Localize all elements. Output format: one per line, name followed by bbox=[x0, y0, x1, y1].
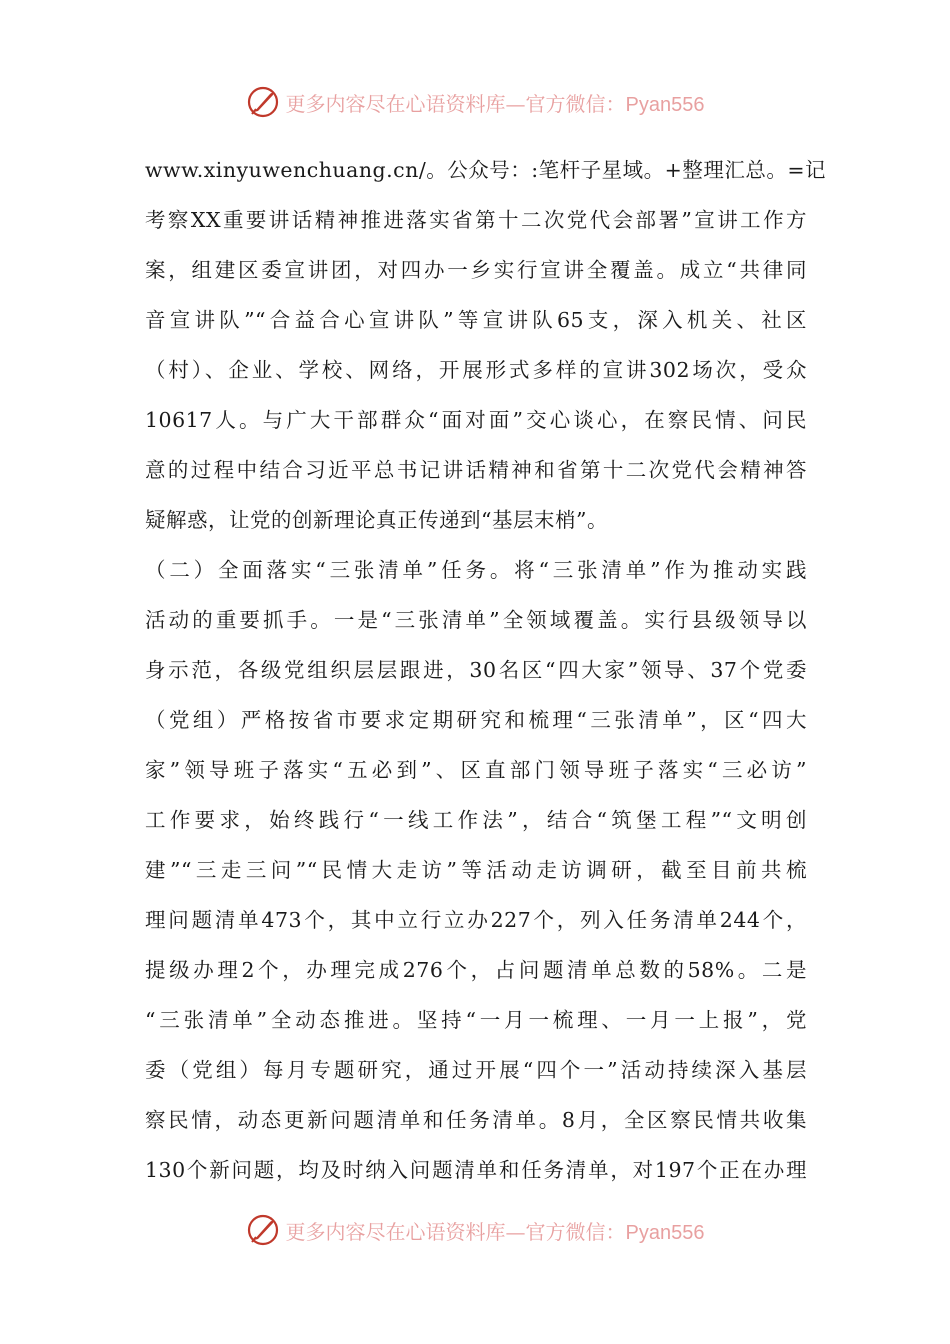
text-line: 案，组建区委宣讲团，对四办一乡实行宣讲全覆盖。成立“共律同 bbox=[145, 258, 807, 282]
text-line: 身示范，各级党组织层层跟进，30名区“四大家”领导、37个党委 bbox=[145, 658, 807, 682]
text-line: 活动的重要抓手。一是“三张清单”全领域覆盖。实行县级领导以 bbox=[145, 608, 807, 632]
text-line: 理问题清单473个，其中立行立办227个，列入任务清单244个， bbox=[145, 908, 807, 932]
banner-text bbox=[286, 1216, 705, 1245]
quill-logo-icon bbox=[246, 1213, 280, 1247]
text-line: 130个新问题，均及时纳入问题清单和任务清单，对197个正在办理 bbox=[145, 1158, 807, 1182]
text-line: （二）全面落实“三张清单”任务。将“三张清单”作为推动实践 bbox=[145, 558, 807, 582]
text-line: （村）、企业、学校、网络，开展形式多样的宣讲302场次，受众 bbox=[145, 358, 807, 382]
text-line: （党组）严格按省市要求定期研究和梳理“三张清单”，区“四大 bbox=[145, 708, 807, 732]
banner-wechat-id: Pyan556 bbox=[625, 93, 705, 116]
banner-text bbox=[286, 88, 705, 117]
text-line: 工作要求，始终践行“一线工作法”，结合“筑堡工程”“文明创 bbox=[145, 808, 807, 832]
text-line: 意的过程中结合习近平总书记讲话精神和省第十二次党代会精神答 bbox=[145, 458, 807, 482]
header-banner bbox=[0, 82, 950, 122]
text-line: 疑解惑，让党的创新理论真正传递到“基层末梢”。 bbox=[145, 508, 608, 532]
quill-logo-icon bbox=[246, 85, 280, 119]
text-line: 考察XX重要讲话精神推进落实省第十二次党代会部署”宣讲工作方 bbox=[145, 208, 807, 232]
text-line: 建”“三走三问”“民情大走访”等活动走访调研，截至目前共梳 bbox=[145, 858, 807, 882]
footer-banner bbox=[0, 1210, 950, 1250]
banner-slogan: 更多内容尽在心语资料库—官方微信： bbox=[285, 1219, 626, 1244]
text-line: “三张清单”全动态推进。坚持“一月一梳理、一月一上报”，党 bbox=[145, 1008, 807, 1032]
text-line: 提级办理2个，办理完成276个，占问题清单总数的58%。二是 bbox=[145, 958, 807, 982]
banner-slogan: 更多内容尽在心语资料库—官方微信： bbox=[285, 91, 626, 116]
text-line: 10617人。与广大干部群众“面对面”交心谈心，在察民情、问民 bbox=[145, 408, 807, 432]
text-line: 察民情，动态更新问题清单和任务清单。8月，全区察民情共收集 bbox=[145, 1108, 807, 1132]
text-line: 音宣讲队”“合益合心宣讲队”等宣讲队65支，深入机关、社区 bbox=[145, 308, 807, 332]
document-body bbox=[145, 148, 827, 1198]
text-line: www.xinyuwenchuang.cn/。公众号：:笔杆子星域。+整理汇总。=记 bbox=[145, 158, 827, 182]
text-line: 家”领导班子落实“五必到”、区直部门领导班子落实“三必访” bbox=[145, 758, 807, 782]
text-line: 委（党组）每月专题研究，通过开展“四个一”活动持续深入基层 bbox=[145, 1058, 807, 1082]
banner-wechat-id: Pyan556 bbox=[625, 1221, 705, 1244]
